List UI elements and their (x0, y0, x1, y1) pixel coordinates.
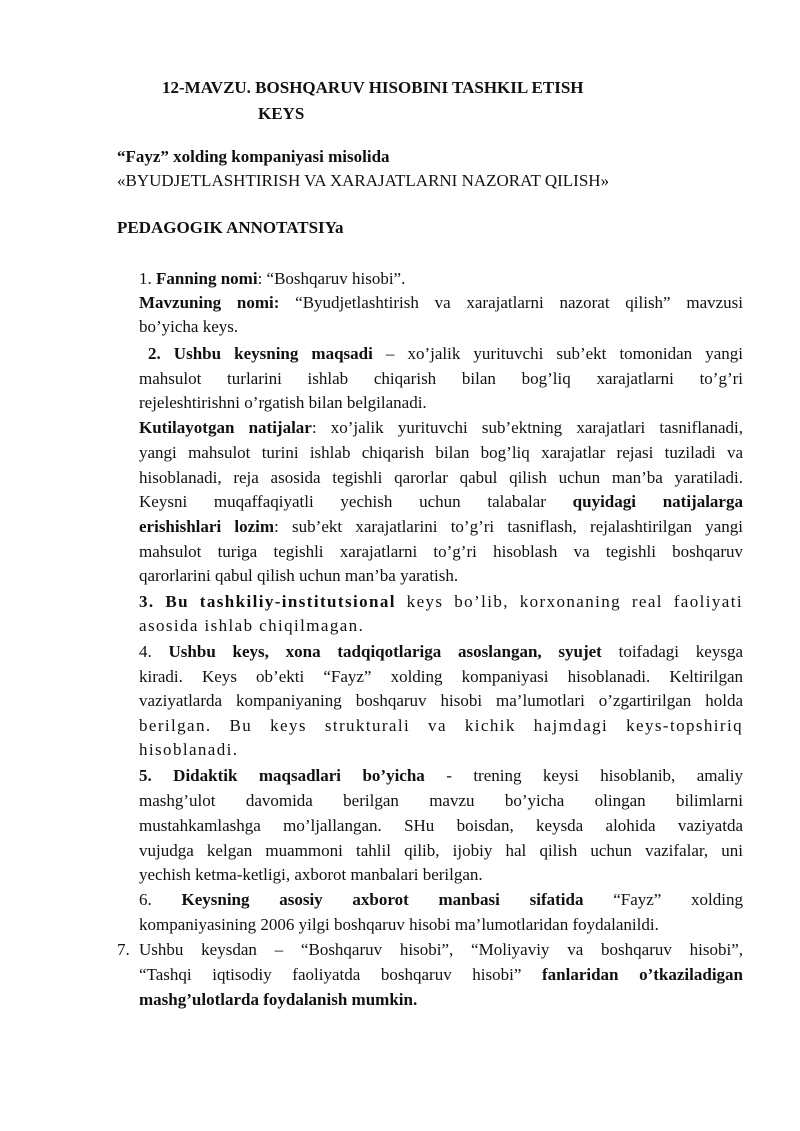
topic-name-line-2: bo’yicha keys. (139, 317, 239, 336)
item-2-purpose-line-1: 2. Ushbu keysning maqsadi – xo’jalik yurituvchi sub’ekt tomonidan yangi (148, 344, 744, 363)
item-4-line-1: 4. Ushbu keys, xona tadqiqotlariga asoslangan, syujet toifadagi keysga (139, 642, 743, 661)
item-7-number: 7. (117, 940, 130, 959)
company-subtitle: “Fayz” xolding kompaniyasi misolida (117, 147, 390, 166)
item-4-line-5: hisoblanadi. (139, 740, 239, 759)
item-5-line-4: vujudga kelgan muammoni tahlil qilib, ijobiy hal qilish uchun vazifalar, uni (139, 841, 743, 860)
item-7-line-2: “Tashqi iqtisodiy faoliyatda boshqaruv hisobi” fanlaridan o’tkaziladigan (139, 965, 743, 984)
item-5-line-2: mashg’ulot davomida berilgan mavzu bo’yicha olingan bilimlarni (139, 791, 743, 810)
page-title-keys: KEYS (258, 104, 305, 123)
expected-results-line-5: erishishlari lozim: sub’ekt xarajatlarini to’g’ri tasniflash, rejalashtirilgan yangi (139, 517, 743, 536)
item-4-line-2: kiradi. Keys ob’ekti “Fayz” xolding kompaniyasi hisoblanadi. Keltirilgan (139, 667, 743, 686)
expected-results-line-4: Keysni muqaffaqiyatli yechish uchun talabalar quyidagi natijalarga (139, 492, 743, 511)
item-7-line-3: mashg’ulotlarda foydalanish mumkin. (139, 990, 418, 1009)
annotation-heading: PEDAGOGIK ANNOTATSIYa (117, 218, 344, 237)
item-5-line-3: mustahkamlashga mo’ljallangan. SHu boisdan, keysda alohida vaziyatda (139, 816, 743, 835)
expected-results-line-7: qarorlarini qabul qilish uchun man’ba yaratish. (139, 566, 459, 585)
item-2-purpose-line-3: rejeleshtirishni o’rgatish bilan belgilanadi. (139, 393, 427, 412)
topic-name-line-1: Mavzuning nomi: “Byudjetlashtirish va xarajatlarni nazorat qilish” mavzusi (139, 293, 743, 312)
item-5-line-1: 5. Didaktik maqsadlari bo’yicha - trening keysi hisoblanib, amaliy (139, 766, 743, 785)
topic-subtitle: «BYUDJETLASHTIRISH VA XARAJATLARNI NAZORAT QILISH» (117, 171, 610, 190)
item-1-subject-name: 1. Fanning nomi: “Boshqaruv hisobi”. (139, 269, 406, 288)
item-2-purpose-line-2: mahsulot turlarini ishlab chiqarish bilan bog’liq xarajatlarni to’g’ri (139, 369, 743, 388)
item-4-line-3: vaziyatlarda kompaniyaning boshqaruv hisobi ma’lumotlari o’zgartirilgan holda (139, 691, 743, 710)
item-3-line-2: asosida ishlab chiqilmagan. (139, 616, 365, 635)
item-6-line-1: 6. Keysning asosiy axborot manbasi sifatida “Fayz” xolding (139, 890, 744, 909)
item-3-line-1: 3. Bu tashkiliy-institutsional keys bo’lib, korxonaning real faoliyati (139, 592, 743, 611)
expected-results-line-2: yangi mahsulot turini ishlab chiqarish bilan bog’liq xarajatlar rejasi tuziladi va (139, 443, 743, 462)
expected-results-line-6: mahsulot turiga tegishli xarajatlarni to’g’ri hisoblash va tegishli boshqaruv (139, 542, 743, 561)
item-7-line-1: Ushbu keysdan – “Boshqaruv hisobi”, “Moliyaviy va boshqaruv hisobi”, (139, 940, 743, 959)
item-6-line-2: kompaniyasining 2006 yilgi boshqaruv hisobi ma’lumotlaridan foydalanildi. (139, 915, 659, 934)
item-5-line-5: yechish ketma-ketligi, axborot manbalari berilgan. (139, 865, 483, 884)
expected-results-line-1: Kutilayotgan natijalar: xo’jalik yurituvchi sub’ektning xarajatlari tasniflanadi, (139, 418, 743, 437)
page-title: 12-MAVZU. BOSHQARUV HISOBINI TASHKIL ETISH (162, 78, 584, 97)
expected-results-line-3: hisoblanadi, reja asosida tegishli qarorlar qabul qilish uchun man’ba yaratiladi. (139, 468, 743, 487)
item-4-line-4: berilgan. Bu keys strukturali va kichik hajmdagi keys-topshiriq (139, 716, 743, 735)
